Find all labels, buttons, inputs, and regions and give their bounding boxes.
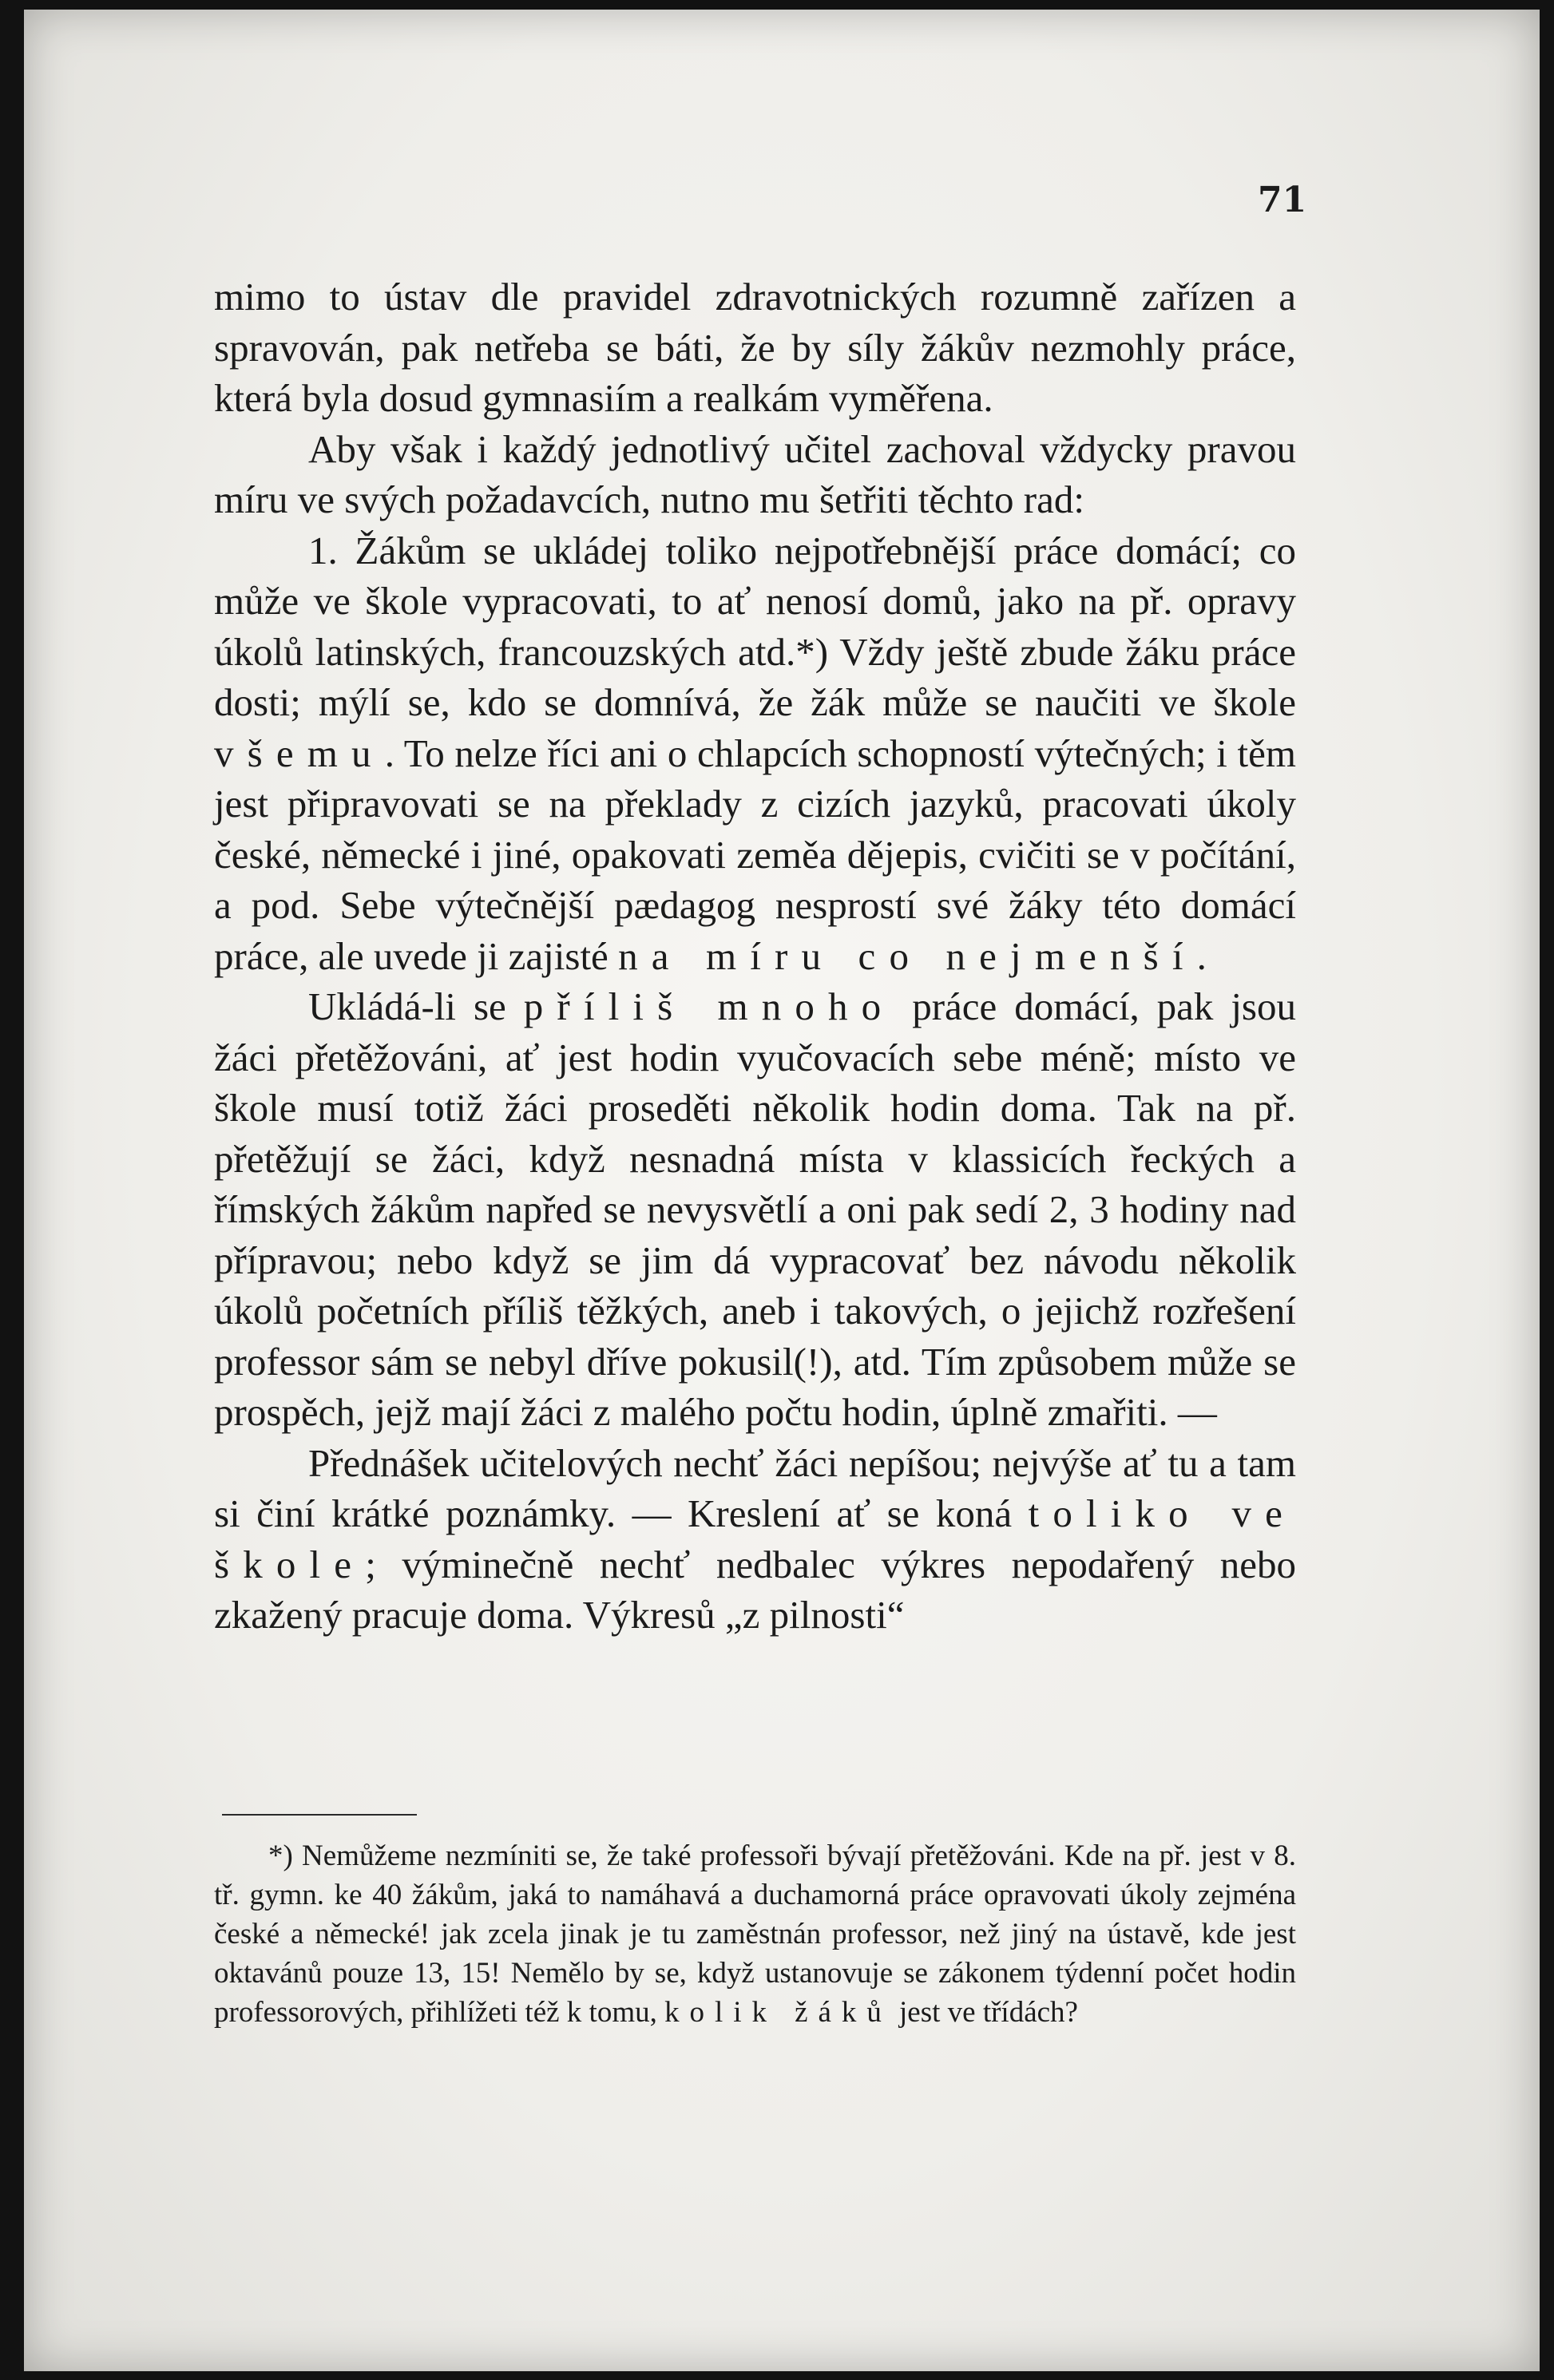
rule-1-text-a: 1. Žákům se ukládej toliko nejpotřebnější práce domácí; co může ve škole vypracovati, to ať nenosí domů, jako na př. opravy úkolů latinských, francouzských atd.*) Vždy ještě zbude žáku práce dosti; mýlí se, kdo se domnívá, že žák může se naučiti ve škole bbox=[214, 528, 1296, 724]
rule-1-emphasis-2: na míru co nejmenší bbox=[618, 933, 1197, 978]
lectures-text-b: ; výminečně nechť nedbalec výkres nepodařený nebo zkažený pracuje doma. Výkresů „z pilnosti“ bbox=[214, 1542, 1296, 1637]
overload-emphasis: příliš mnoho bbox=[523, 984, 895, 1028]
lectures-emphasis: toliko ve škole bbox=[214, 1491, 1296, 1586]
page-number: 71 bbox=[1258, 180, 1307, 220]
footnote-text-a: Nemůžeme nezmíniti se, že také professoři bývají přetěžováni. Kde na př. jest v 8. tř. gymn. ke 40 žákům, jaká to namáhavá a duchamorná práce opravovati úkoly zejména české a německé! jak zcela jinak je tu zaměstnán professor, než jiný na ústavě, kde jest oktavánů pouze 13, 15! Nemělo by se, když ustanovuje se zákonem týdenní počet hodin professorových, přihlížeti též k tomu, bbox=[214, 1839, 1296, 2029]
paragraph-lectures bbox=[214, 1438, 1296, 1641]
body-text bbox=[214, 271, 1296, 1641]
overload-text-a: Ukládá-li se bbox=[308, 984, 524, 1028]
footnote-text-b: jest ve třídách? bbox=[891, 1996, 1078, 2029]
footnote-marker: *) bbox=[268, 1839, 293, 1872]
rule-1-emphasis-1: všemu bbox=[214, 731, 385, 775]
paragraph-rule-1 bbox=[214, 525, 1296, 982]
footnote-text bbox=[214, 1836, 1296, 2032]
paragraph-rules-intro: Aby však i každý jednotlivý učitel zachoval vždycky pravou míru ve svých požadavcích, nutno mu šetřiti těchto rad: bbox=[214, 426, 1296, 521]
rule-1-text-c: . bbox=[1196, 933, 1207, 978]
footnote-emphasis: kolik žáků bbox=[664, 1996, 892, 2029]
paragraph-continuation: mimo to ústav dle pravidel zdravotnických rozumně zařízen a spravován, pak netřeba se báti, že by síly žákův nezmohly práce, která byla dosud gymnasiím a realkám vyměřena. bbox=[214, 275, 1296, 420]
footnote bbox=[214, 1836, 1296, 2032]
overload-text-b: práce domácí, pak jsou žáci přetěžováni, ať jest hodin vyučovacích sebe méně; místo ve škole musí totiž žáci proseděti několik hodin doma. Tak na př. přetěžují se žáci, když nesnadná místa v klassicích řeckých a římských žákům napřed se nevysvětlí a oni pak sedí 2, 3 hodiny nad přípravou; nebo když se jim dá vypracovať bez návodu několik úkolů početních příliš těžkých, aneb i takových, o jejichž rozřešení professor sám se nebyl dříve pokusil(!), atd. Tím způsobem může se prospěch, jejž mají žáci z malého počtu hodin, úplně zmařiti. — bbox=[214, 984, 1297, 1434]
rule-1-text-b: . To nelze říci ani o chlapcích schopností výtečných; i těm jest připravovati se na překlady z cizích jazyků, pracovati úkoly české, německé i jiné, opakovati zeměa dějepis, cvičiti se v počítání, a pod. Sebe výtečnější pædagog nesprostí své žáky této domácí práce, ale uvede ji zajisté bbox=[214, 731, 1296, 978]
lectures-text-a: Přednášek učitelových nechť žáci nepíšou; nejvýše ať tu a tam si činí krátké poznámky. — Kreslení ať se koná bbox=[214, 1440, 1296, 1535]
paragraph-overload bbox=[214, 981, 1296, 1438]
footnote-divider bbox=[222, 1814, 417, 1816]
